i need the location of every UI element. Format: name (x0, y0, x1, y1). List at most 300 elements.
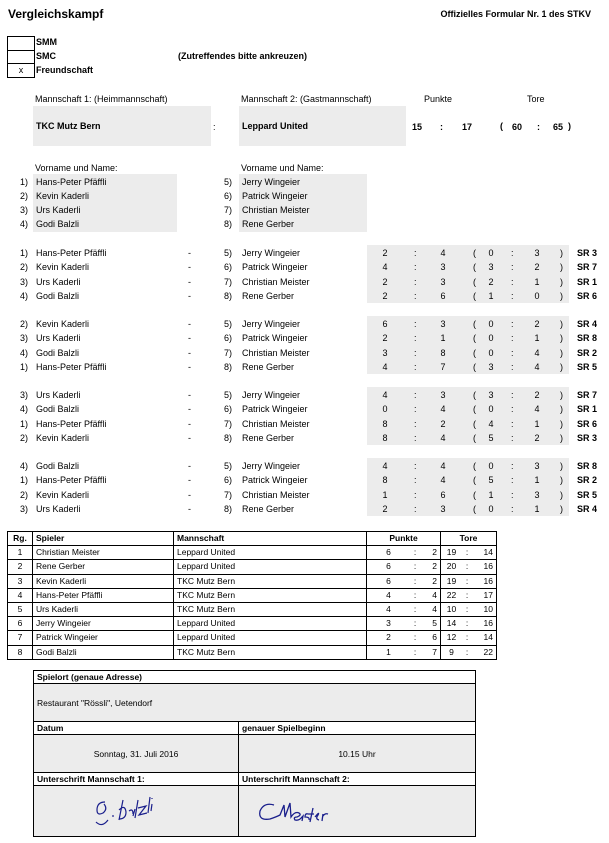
team-points-2: 17 (462, 122, 473, 132)
match-home-number: 3) (19, 390, 28, 400)
goals-open-paren: ( (473, 475, 476, 486)
type-hint: (Zutreffendes bitte ankreuzen) (178, 51, 308, 61)
type-checkbox[interactable] (7, 36, 35, 51)
player-number-home: 3) (19, 205, 28, 215)
rank-cell: 7 (8, 631, 33, 645)
points-home-cell: 1 (367, 645, 411, 659)
goals-colon-cell: : (462, 574, 472, 588)
page-title: Vergleichskampf (8, 7, 104, 21)
match-home-number: 1) (19, 475, 28, 486)
goals-colon-cell: : (462, 588, 472, 602)
goals-colon-cell: : (462, 546, 472, 560)
ranking-row (8, 645, 497, 659)
match-referee: SR 6 (577, 418, 598, 429)
match-home-player: Kevin Kaderli (36, 319, 90, 329)
match-points-home[interactable]: 4 (382, 262, 388, 273)
goals-colon: : (511, 361, 514, 372)
match-home-number: 1) (19, 418, 28, 429)
points-guest-cell: 2 (420, 574, 441, 588)
match-dash: - (188, 347, 191, 358)
match-points-home[interactable]: 4 (382, 461, 388, 471)
match-goals-home[interactable]: 0 (488, 248, 494, 258)
match-goals-guest[interactable]: 1 (534, 276, 540, 287)
match-dash: - (188, 248, 191, 258)
match-points-guest[interactable]: 3 (440, 390, 446, 400)
match-points-home[interactable]: 8 (382, 475, 388, 486)
match-points-guest[interactable]: 3 (440, 503, 446, 514)
match-goals-guest[interactable]: 3 (534, 248, 540, 258)
match-points-guest[interactable]: 2 (440, 418, 446, 429)
match-points-home[interactable]: 2 (382, 248, 388, 258)
team-cell: Leppard United (174, 560, 367, 574)
ranking-row (8, 546, 497, 560)
players-caption-guest: Vorname und Name: (241, 163, 324, 173)
match-home-player: Kevin Kaderli (36, 489, 90, 500)
rank-cell: 5 (8, 602, 33, 616)
points-colon-cell: : (410, 588, 420, 602)
match-referee: SR 8 (577, 461, 598, 471)
points-colon: : (414, 404, 417, 415)
points-colon: : (414, 361, 417, 372)
match-guest-player: Patrick Wingeier (242, 404, 308, 415)
match-points-guest[interactable]: 7 (440, 361, 446, 372)
match-goals-home[interactable]: 3 (488, 390, 494, 400)
match-home-number: 2) (19, 432, 28, 443)
goals-open-paren: ( (473, 262, 476, 273)
match-home-player: Kevin Kaderli (36, 262, 90, 273)
ranking-row (8, 588, 497, 602)
points-colon-cell: : (410, 645, 420, 659)
match-goals-guest[interactable]: 2 (534, 390, 540, 400)
points-colon: : (414, 390, 417, 400)
goals-close-paren: ) (560, 503, 563, 514)
match-guest-player: Jerry Wingeier (242, 390, 301, 400)
match-guest-number: 6) (223, 404, 232, 415)
match-dash: - (188, 361, 191, 372)
match-home-player: Urs Kaderli (36, 390, 81, 400)
type-checkbox[interactable] (7, 50, 35, 64)
ranking-row (8, 617, 497, 631)
player-cell: Hans-Peter Pfäffli (33, 588, 174, 602)
points-home-cell: 4 (367, 588, 411, 602)
match-dash: - (188, 404, 191, 415)
match-goals-home[interactable]: 1 (488, 489, 494, 500)
match-referee: SR 2 (577, 475, 598, 486)
points-colon: : (414, 503, 417, 514)
points-guest-cell: 2 (420, 546, 441, 560)
team-cell: TKC Mutz Bern (174, 645, 367, 659)
match-goals-guest[interactable]: 1 (534, 418, 540, 429)
match-home-number: 4) (19, 404, 28, 415)
match-home-number: 2) (19, 489, 28, 500)
match-points-home[interactable]: 3 (382, 347, 388, 358)
match-guest-player: Christian Meister (242, 276, 310, 287)
goals-close-paren: ) (560, 390, 563, 400)
ranking-row (8, 631, 497, 645)
goals-close-paren: ) (560, 432, 563, 443)
match-dash: - (188, 418, 191, 429)
match-referee: SR 2 (577, 347, 598, 358)
goals-close-paren: ) (560, 461, 563, 471)
player-cell: Godi Balzli (33, 645, 174, 659)
player-number-home: 1) (19, 177, 28, 187)
goals-open-paren: ( (473, 290, 476, 301)
points-colon: : (414, 290, 417, 301)
match-goals-home[interactable]: 4 (488, 418, 494, 429)
points-guest-cell: 6 (420, 631, 441, 645)
ranking-row (8, 574, 497, 588)
goals-colon: : (511, 347, 514, 358)
goals-close-paren: ) (560, 262, 563, 273)
match-points-home[interactable]: 1 (382, 489, 388, 500)
player-name-home: Urs Kaderli (36, 205, 81, 215)
match-home-player: Hans-Peter Pfäffli (36, 248, 107, 258)
team2-field[interactable] (239, 106, 406, 146)
match-goals-guest[interactable]: 1 (534, 503, 540, 514)
sig1-label: Unterschrift Mannschaft 1: (34, 773, 239, 786)
goals-close-paren: ) (560, 418, 563, 429)
ranking-row (8, 560, 497, 574)
match-goals-home[interactable]: 0 (488, 333, 494, 344)
goals-open-paren: ( (473, 432, 476, 443)
player-cell: Rene Gerber (33, 560, 174, 574)
match-points-guest[interactable]: 4 (440, 475, 446, 486)
match-referee: SR 1 (577, 276, 598, 287)
match-goals-guest[interactable]: 4 (534, 347, 540, 358)
goals-home-cell: 14 (441, 617, 463, 631)
goals-colon: : (511, 276, 514, 287)
goals-guest-cell: 14 (472, 631, 497, 645)
goals-open-paren: ( (473, 248, 476, 258)
beginn-value[interactable]: 10.15 Uhr (239, 735, 476, 773)
goals-open-paren: ( (473, 333, 476, 344)
match-goals-home[interactable]: 2 (488, 276, 494, 287)
points-colon: : (414, 319, 417, 329)
goals-open-paren: ( (473, 390, 476, 400)
player-name-home: Godi Balzli (36, 219, 80, 229)
points-colon: : (414, 347, 417, 358)
players-caption-home: Vorname und Name: (35, 163, 118, 173)
player-cell: Patrick Wingeier (33, 631, 174, 645)
match-guest-player: Jerry Wingeier (242, 319, 301, 329)
player-cell: Kevin Kaderli (33, 574, 174, 588)
goals-home-cell: 20 (441, 560, 463, 574)
match-home-number: 2) (19, 319, 28, 329)
goals-close-paren: ) (560, 319, 563, 329)
match-goals-guest[interactable]: 1 (534, 475, 540, 486)
match-goals-home[interactable]: 3 (488, 262, 494, 273)
points-guest-cell: 4 (420, 602, 441, 616)
player-number-guest: 5) (223, 177, 232, 187)
match-referee: SR 6 (577, 290, 598, 301)
match-guest-number: 7) (223, 276, 232, 287)
goals-colon-cell: : (462, 645, 472, 659)
match-goals-guest[interactable]: 2 (534, 432, 540, 443)
match-guest-number: 5) (223, 461, 232, 471)
points-guest-cell: 5 (420, 617, 441, 631)
match-goals-home[interactable]: 0 (488, 319, 494, 329)
goals-open-paren: ( (473, 347, 476, 358)
goals-colon: : (511, 432, 514, 443)
goals-colon: : (511, 503, 514, 514)
goals-close: ) (568, 121, 571, 131)
goals-guest-cell: 22 (472, 645, 497, 659)
goals-close-paren: ) (560, 290, 563, 301)
goals-colon: : (511, 475, 514, 486)
match-points-guest[interactable]: 4 (440, 461, 446, 471)
match-guest-number: 7) (223, 489, 232, 500)
goals-home-cell: 19 (441, 546, 463, 560)
match-dash: - (188, 475, 191, 486)
match-guest-player: Rene Gerber (242, 503, 295, 514)
team-cell: TKC Mutz Bern (174, 588, 367, 602)
goals-home-cell: 9 (441, 645, 463, 659)
match-goals-guest[interactable]: 1 (534, 333, 540, 344)
match-guest-number: 6) (223, 475, 232, 486)
match-points-home[interactable]: 6 (382, 319, 388, 329)
match-goals-home[interactable]: 5 (488, 475, 494, 486)
goals-close-paren: ) (560, 489, 563, 500)
points-home-cell: 3 (367, 617, 411, 631)
match-guest-number: 5) (223, 319, 232, 329)
player-cell: Christian Meister (33, 546, 174, 560)
spielort-label: Spielort (genaue Adresse) (34, 671, 476, 684)
beginn-label: genauer Spielbeginn (239, 722, 476, 735)
match-home-number: 3) (19, 333, 28, 344)
match-goals-home[interactable]: 0 (488, 503, 494, 514)
match-goals-guest[interactable]: 4 (534, 361, 540, 372)
match-referee: SR 7 (577, 390, 598, 400)
match-points-home[interactable]: 2 (382, 333, 388, 344)
goals-separator: : (537, 122, 540, 132)
team1-caption: Mannschaft 1: (Heimmannschaft) (35, 94, 168, 104)
team-cell: Leppard United (174, 617, 367, 631)
match-points-guest[interactable]: 3 (440, 319, 446, 329)
points-guest-cell: 7 (420, 645, 441, 659)
match-goals-home[interactable]: 0 (488, 404, 494, 415)
points-guest-cell: 2 (420, 560, 441, 574)
team2-name: Leppard United (242, 121, 309, 131)
match-points-guest[interactable]: 4 (440, 404, 446, 415)
type-checkbox[interactable]: x (7, 64, 35, 78)
match-guest-number: 8) (223, 432, 232, 443)
goals-home-cell: 22 (441, 588, 463, 602)
match-guest-player: Patrick Wingeier (242, 333, 308, 344)
goals-colon: : (511, 319, 514, 329)
points-colon: : (414, 475, 417, 486)
match-referee: SR 4 (577, 319, 598, 329)
type-label: SMM (36, 37, 57, 47)
ranking-header (8, 532, 497, 546)
match-home-player: Kevin Kaderli (36, 432, 90, 443)
header-mannschaft: Mannschaft (174, 532, 367, 546)
team1-field[interactable] (33, 106, 211, 146)
spielort-value[interactable]: Restaurant "Rössli", Uetendorf (34, 684, 476, 722)
match-points-guest[interactable]: 1 (440, 333, 446, 344)
goals-open-paren: ( (473, 503, 476, 514)
match-dash: - (188, 432, 191, 443)
match-goals-home[interactable]: 0 (488, 461, 494, 471)
goals-guest-cell: 14 (472, 546, 497, 560)
goals-colon: : (511, 418, 514, 429)
match-goals-home[interactable]: 1 (488, 290, 494, 301)
match-points-home[interactable]: 4 (382, 361, 388, 372)
match-guest-player: Jerry Wingeier (242, 248, 301, 258)
match-points-guest[interactable]: 3 (440, 276, 446, 287)
match-points-home[interactable]: 8 (382, 432, 388, 443)
goals-colon-cell: : (462, 602, 472, 616)
type-label: Freundschaft (36, 65, 94, 75)
match-goals-home[interactable]: 3 (488, 361, 494, 372)
match-goals-home[interactable]: 5 (488, 432, 494, 443)
match-goals-guest[interactable]: 2 (534, 319, 540, 329)
match-home-player: Urs Kaderli (36, 333, 81, 344)
goals-colon: : (511, 333, 514, 344)
goals-caption: Tore (527, 94, 545, 104)
goals-close-paren: ) (560, 475, 563, 486)
match-guest-number: 6) (223, 333, 232, 344)
match-guest-player: Patrick Wingeier (242, 475, 308, 486)
points-guest-cell: 4 (420, 588, 441, 602)
header-spieler: Spieler (33, 532, 174, 546)
match-home-number: 3) (19, 276, 28, 287)
match-dash: - (188, 290, 191, 301)
team-points-1: 15 (412, 122, 423, 132)
signature-1[interactable] (34, 786, 239, 837)
match-points-guest[interactable]: 6 (440, 290, 446, 301)
signature-2[interactable] (239, 786, 476, 837)
points-colon: : (414, 276, 417, 287)
match-points-home[interactable]: 0 (382, 404, 388, 415)
match-home-player: Hans-Peter Pfäffli (36, 475, 107, 486)
goals-open-paren: ( (473, 276, 476, 287)
goals-close-paren: ) (560, 276, 563, 287)
match-points-home[interactable]: 2 (382, 290, 388, 301)
match-dash: - (188, 461, 191, 471)
match-points-home[interactable]: 2 (382, 503, 388, 514)
match-dash: - (188, 333, 191, 344)
goals-guest-cell: 16 (472, 617, 497, 631)
match-goals-guest[interactable]: 2 (534, 262, 540, 273)
player-name-guest: Rene Gerber (242, 219, 295, 229)
match-dash: - (188, 262, 191, 273)
player-name-guest: Christian Meister (242, 205, 310, 215)
match-home-player: Godi Balzli (36, 461, 80, 471)
points-home-cell: 6 (367, 574, 411, 588)
match-guest-number: 6) (223, 262, 232, 273)
match-points-guest[interactable]: 4 (440, 432, 446, 443)
team1-name: TKC Mutz Bern (36, 121, 101, 131)
match-points-home[interactable]: 8 (382, 418, 388, 429)
player-number-guest: 7) (223, 205, 232, 215)
player-name-home: Hans-Peter Pfäffli (36, 177, 107, 187)
datum-value[interactable]: Sonntag, 31. Juli 2016 (34, 735, 239, 773)
points-colon: : (414, 248, 417, 258)
goals-guest-cell: 17 (472, 588, 497, 602)
match-points-guest[interactable]: 8 (440, 347, 446, 358)
header-punkte: Punkte (367, 532, 441, 546)
match-referee: SR 3 (577, 432, 598, 443)
points-colon-cell: : (410, 602, 420, 616)
match-home-player: Urs Kaderli (36, 276, 81, 287)
goals-colon: : (511, 248, 514, 258)
type-label: SMC (36, 51, 56, 61)
goals-guest-cell: 16 (472, 574, 497, 588)
player-number-home: 4) (19, 219, 28, 229)
match-home-player: Godi Balzli (36, 404, 80, 415)
match-goals-guest[interactable]: 0 (534, 290, 540, 301)
match-points-guest[interactable]: 3 (440, 262, 446, 273)
points-colon: : (414, 489, 417, 500)
match-goals-guest[interactable]: 4 (534, 404, 540, 415)
rank-cell: 4 (8, 588, 33, 602)
match-dash: - (188, 503, 191, 514)
goals-colon: : (511, 390, 514, 400)
match-goals-guest[interactable]: 3 (534, 461, 540, 471)
match-referee: SR 1 (577, 404, 598, 415)
form-number: Offizielles Formular Nr. 1 des STKV (440, 9, 591, 19)
match-guest-number: 8) (223, 361, 232, 372)
player-number-guest: 6) (223, 191, 232, 201)
match-dash: - (188, 489, 191, 500)
match-home-number: 1) (19, 248, 28, 258)
goals-close-paren: ) (560, 361, 563, 372)
rank-cell: 3 (8, 574, 33, 588)
match-points-home[interactable]: 4 (382, 390, 388, 400)
match-home-number: 4) (19, 290, 28, 301)
match-dash: - (188, 276, 191, 287)
match-guest-number: 8) (223, 503, 232, 514)
team2-caption: Mannschaft 2: (Gastmannschaft) (241, 94, 372, 104)
match-points-home[interactable]: 2 (382, 276, 388, 287)
header-rg: Rg. (8, 532, 33, 546)
team-separator: : (213, 122, 216, 132)
goals-open-paren: ( (473, 489, 476, 500)
match-home-player: Urs Kaderli (36, 503, 81, 514)
goals-open-paren: ( (473, 418, 476, 429)
match-points-guest[interactable]: 4 (440, 248, 446, 258)
header-tore: Tore (441, 532, 497, 546)
points-colon: : (414, 461, 417, 471)
match-goals-home[interactable]: 0 (488, 347, 494, 358)
goals-home-cell: 19 (441, 574, 463, 588)
match-home-player: Godi Balzli (36, 347, 80, 358)
goals-home-cell: 10 (441, 602, 463, 616)
match-home-number: 1) (19, 361, 28, 372)
match-points-guest[interactable]: 6 (440, 489, 446, 500)
goals-close-paren: ) (560, 248, 563, 258)
player-cell: Jerry Wingeier (33, 617, 174, 631)
match-referee: SR 4 (577, 503, 598, 514)
match-goals-guest[interactable]: 3 (534, 489, 540, 500)
points-home-cell: 6 (367, 546, 411, 560)
goals-colon-cell: : (462, 560, 472, 574)
points-home-cell: 2 (367, 631, 411, 645)
points-caption: Punkte (424, 94, 453, 104)
match-home-player: Hans-Peter Pfäffli (36, 361, 107, 372)
player-number-guest: 8) (223, 219, 232, 229)
points-home-cell: 6 (367, 560, 411, 574)
points-colon: : (414, 432, 417, 443)
match-guest-number: 8) (223, 290, 232, 301)
player-cell: Urs Kaderli (33, 602, 174, 616)
match-dash: - (188, 319, 191, 329)
signature-2-drawing (242, 790, 382, 830)
match-guest-player: Jerry Wingeier (242, 461, 301, 471)
goals-open-paren: ( (473, 361, 476, 372)
goals-close-paren: ) (560, 333, 563, 344)
rank-cell: 8 (8, 645, 33, 659)
